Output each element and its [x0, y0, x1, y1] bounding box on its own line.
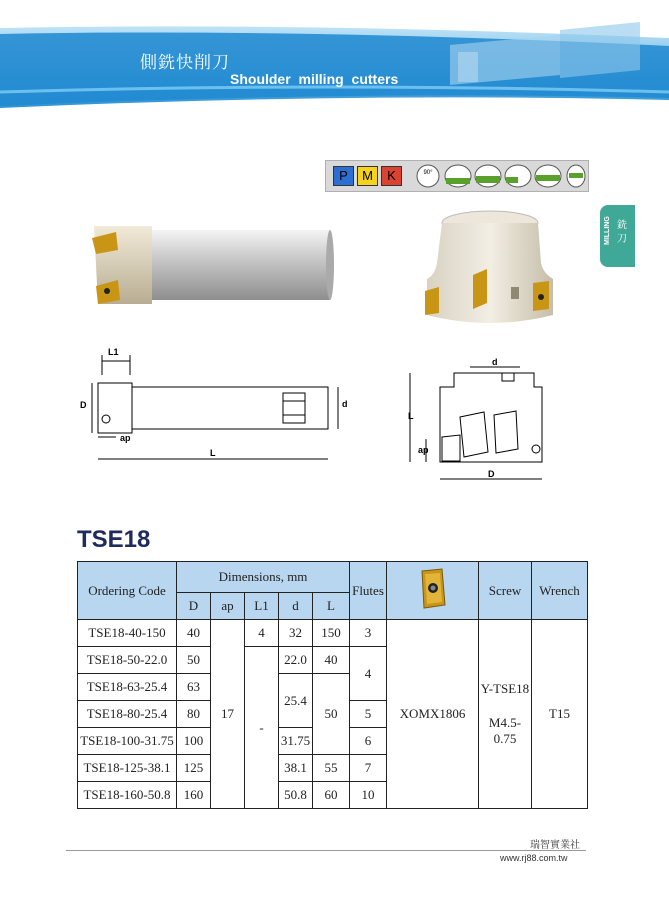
dim-d: d	[342, 399, 348, 409]
cell-ap: 17	[211, 620, 245, 809]
face-mill-photo	[415, 205, 560, 330]
category-side-tab	[600, 205, 635, 267]
subheader-d: d	[279, 593, 313, 620]
header-banner	[0, 0, 669, 112]
cell-wrench: T15	[532, 620, 588, 809]
header-flutes: Flutes	[350, 562, 387, 620]
material-indicator-strip	[325, 160, 589, 192]
cell-L: 60	[313, 782, 350, 809]
cell-d: 25.4	[279, 674, 313, 728]
cell-flutes: 10	[350, 782, 387, 809]
cell-L: 50	[313, 674, 350, 755]
cell-D: 100	[177, 728, 211, 755]
screw-size: M4.5-0.75	[488, 715, 522, 746]
cell-flutes: 3	[350, 620, 387, 647]
header-dimensions: Dimensions, mm	[177, 562, 350, 593]
cell-code: TSE18-40-150	[78, 620, 177, 647]
material-k: K	[381, 166, 402, 186]
dim-l1: L1	[108, 347, 119, 357]
footer-company: 瑞智實業社	[530, 840, 580, 851]
cell-insert: XOMX1806	[387, 620, 479, 809]
cell-D: 63	[177, 674, 211, 701]
subheader-L: L	[313, 593, 350, 620]
cell-code: TSE18-160-50.8	[78, 782, 177, 809]
banner-graphic	[0, 0, 669, 112]
dim-L: L	[210, 448, 216, 458]
cell-d: 50.8	[279, 782, 313, 809]
insert-image-header	[387, 562, 479, 620]
cell-code: TSE18-100-31.75	[78, 728, 177, 755]
subheader-D: D	[177, 593, 211, 620]
footer-divider	[66, 850, 586, 851]
dim-D: D	[80, 400, 87, 410]
cell-D: 40	[177, 620, 211, 647]
model-title: TSE18	[77, 526, 151, 553]
cell-d: 32	[279, 620, 313, 647]
title-chinese: 側銑快削刀	[140, 53, 230, 73]
cell-flutes: 7	[350, 755, 387, 782]
material-p: P	[333, 166, 354, 186]
cell-code: TSE18-63-25.4	[78, 674, 177, 701]
cell-L1: 4	[245, 620, 279, 647]
cell-code: TSE18-50-22.0	[78, 647, 177, 674]
cell-d: 31.75	[279, 728, 313, 755]
subheader-L1: L1	[245, 593, 279, 620]
cell-flutes: 5	[350, 701, 387, 728]
dim-D-face: D	[488, 469, 495, 479]
cell-flutes: 6	[350, 728, 387, 755]
angle-label: 90°	[423, 170, 433, 176]
material-m: M	[357, 166, 378, 186]
cell-d: 38.1	[279, 755, 313, 782]
dim-ap: ap	[120, 433, 131, 443]
operation-icons	[406, 161, 586, 191]
header-wrench: Wrench	[532, 562, 588, 620]
cell-L: 150	[313, 620, 350, 647]
subheader-ap: ap	[211, 593, 245, 620]
cell-L1: -	[245, 647, 279, 809]
spec-table	[77, 561, 588, 809]
shank-cutter-drawing	[78, 345, 353, 465]
dim-d-face: d	[492, 357, 498, 367]
cell-code: TSE18-125-38.1	[78, 755, 177, 782]
cell-D: 50	[177, 647, 211, 674]
side-tab-chinese: 銑刀	[617, 220, 627, 245]
cell-D: 160	[177, 782, 211, 809]
insert-icon	[418, 567, 448, 611]
title-english: Shoulder milling cutters	[230, 71, 399, 87]
table-row	[78, 620, 588, 647]
dim-ap-face: ap	[418, 445, 429, 455]
footer-url: www.rj88.com.tw	[500, 853, 568, 863]
shank-cutter-photo	[88, 218, 338, 318]
cell-code: TSE18-80-25.4	[78, 701, 177, 728]
face-mill-drawing	[402, 357, 572, 487]
dim-L-face: L	[408, 411, 414, 421]
cell-flutes: 4	[350, 647, 387, 701]
cell-screw	[479, 620, 532, 809]
cell-D: 125	[177, 755, 211, 782]
header-screw: Screw	[479, 562, 532, 620]
cell-L: 40	[313, 647, 350, 674]
cell-L: 55	[313, 755, 350, 782]
side-tab-english: MILLING	[604, 216, 611, 245]
header-ordering-code: Ordering Code	[78, 562, 177, 620]
cell-d: 22.0	[279, 647, 313, 674]
cell-D: 80	[177, 701, 211, 728]
screw-name: Y-TSE18	[480, 681, 530, 696]
